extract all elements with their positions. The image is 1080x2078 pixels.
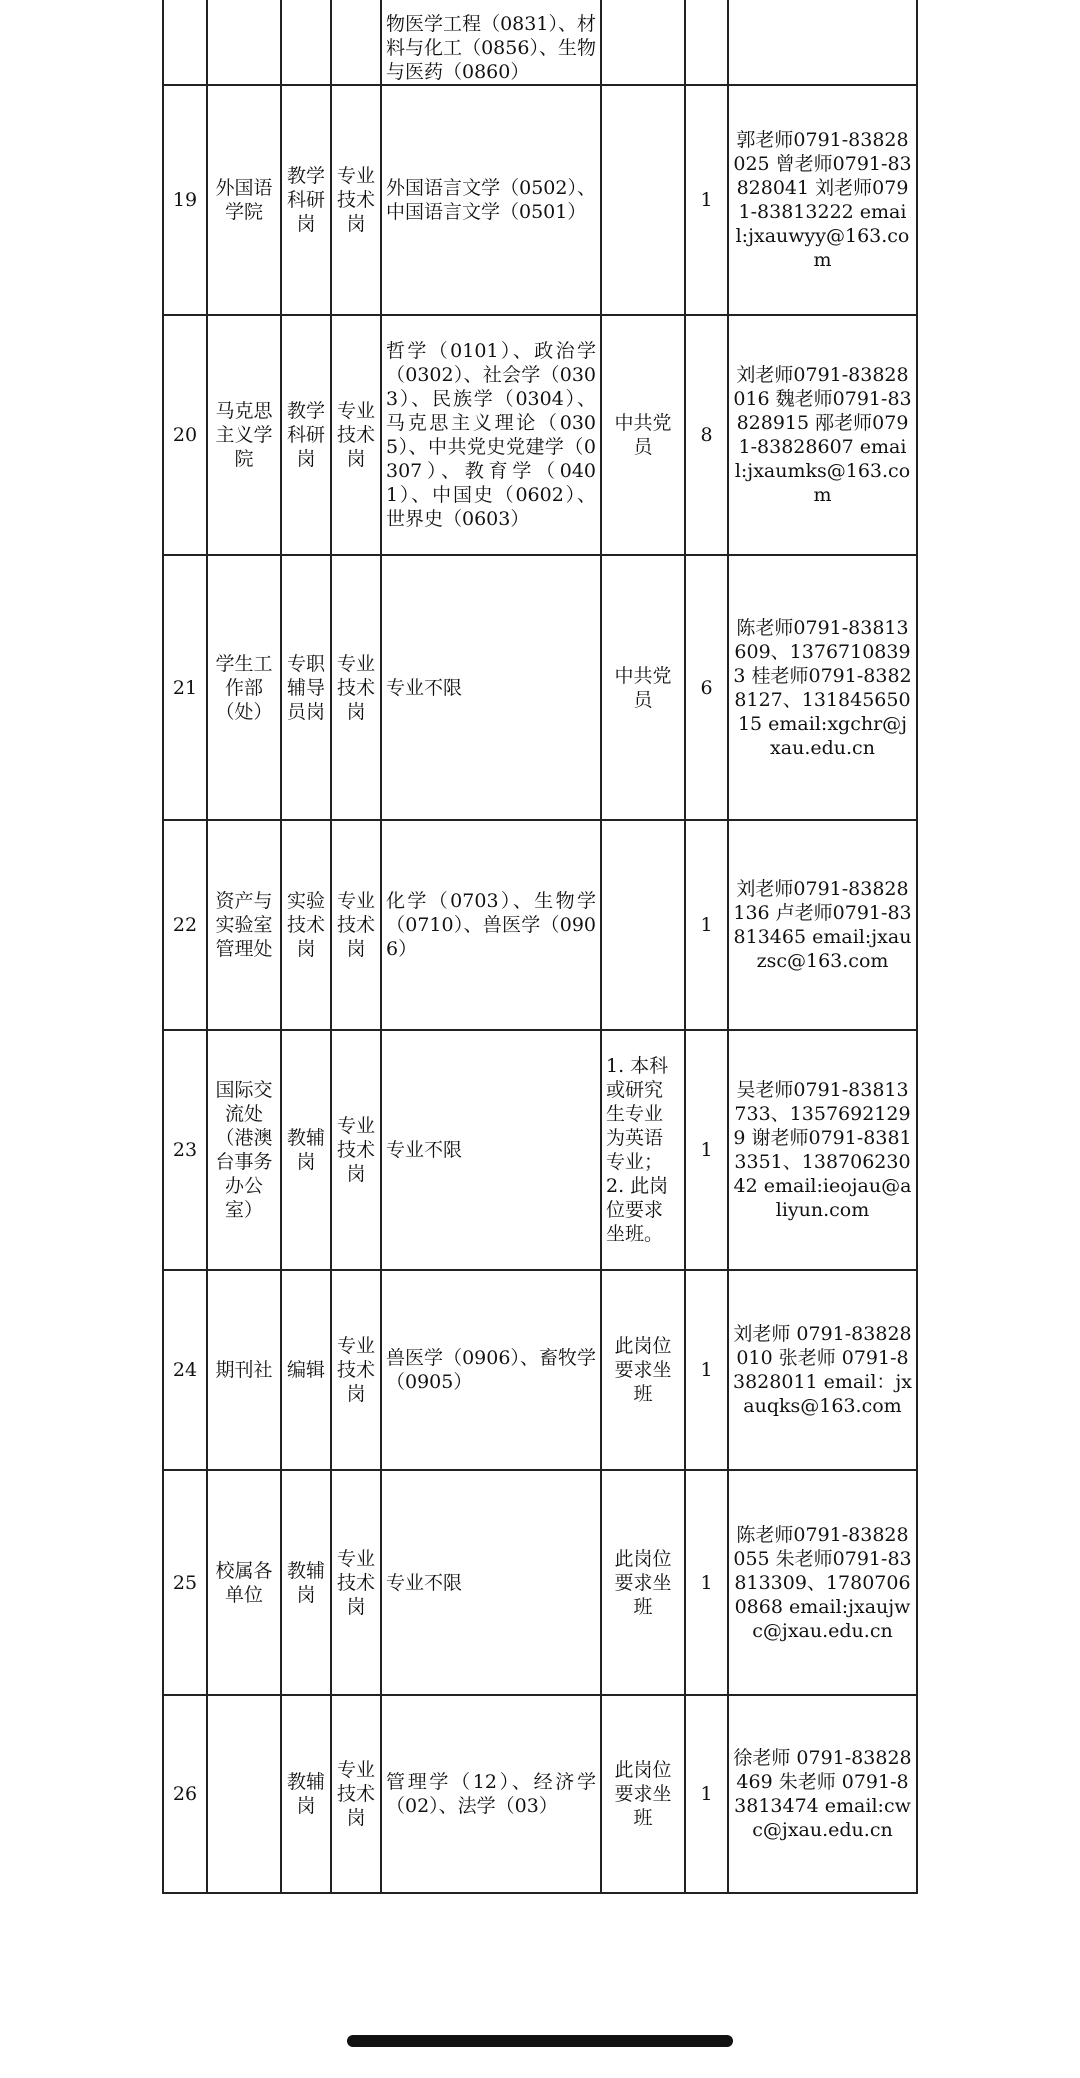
count-cell: 1	[685, 1030, 728, 1270]
row-number: 25	[163, 1470, 207, 1695]
row-number: 24	[163, 1270, 207, 1470]
unit-cell: 资产与实验室管理处	[207, 820, 281, 1030]
recruitment-table	[162, 0, 918, 1894]
table-row	[163, 1030, 917, 1270]
unit-cell	[207, 0, 281, 85]
row-number: 26	[163, 1695, 207, 1893]
post-type-cell: 实验技术岗	[281, 820, 331, 1030]
major-cell: 物医学工程（0831）、材料与化工（0856）、生物与医药（0860）	[381, 0, 601, 85]
post-type-cell: 教辅岗	[281, 1695, 331, 1893]
count-cell: 1	[685, 820, 728, 1030]
requirement-cell	[601, 0, 685, 85]
post-type-cell: 专职辅导员岗	[281, 555, 331, 820]
major-cell: 管理学（12）、经济学（02）、法学（03）	[381, 1695, 601, 1893]
contact-cell: 陈老师0791-83813609、13767108393 桂老师0791-83828127、13184565015 email:xgchr@jxau.edu.cn	[728, 555, 917, 820]
contact-cell: 吴老师0791-83813733、13576921299 谢老师0791-83813351、13870623042 email:ieojau@aliyun.com	[728, 1030, 917, 1270]
row-number	[163, 0, 207, 85]
major-cell: 专业不限	[381, 1470, 601, 1695]
post-type-cell: 教辅岗	[281, 1030, 331, 1270]
major-cell: 兽医学（0906）、畜牧学（0905）	[381, 1270, 601, 1470]
count-cell: 8	[685, 315, 728, 555]
unit-cell: 外国语学院	[207, 85, 281, 315]
contact-cell: 刘老师0791-83828136 卢老师0791-83813465 email:jxauzsc@163.com	[728, 820, 917, 1030]
requirement-cell: 此岗位要求坐班	[601, 1270, 685, 1470]
row-number: 19	[163, 85, 207, 315]
table-row	[163, 820, 917, 1030]
contact-cell: 徐老师 0791-83828469 朱老师 0791-83813474 email:cwc@jxau.edu.cn	[728, 1695, 917, 1893]
unit-cell: 学生工作部（处）	[207, 555, 281, 820]
row-number: 20	[163, 315, 207, 555]
major-cell: 外国语言文学（0502）、中国语言文学（0501）	[381, 85, 601, 315]
contact-cell: 陈老师0791-83828055 朱老师0791-83813309、17807060868 email:jxaujwc@jxau.edu.cn	[728, 1470, 917, 1695]
home-indicator[interactable]	[347, 2035, 733, 2047]
count-cell: 6	[685, 555, 728, 820]
post-category-cell: 专业技术岗	[331, 1030, 381, 1270]
major-cell: 专业不限	[381, 555, 601, 820]
requirement-cell: 中共党员	[601, 315, 685, 555]
table-row	[163, 85, 917, 315]
contact-cell: 刘老师 0791-83828010 张老师 0791-83828011 email：jxauqks@163.com	[728, 1270, 917, 1470]
unit-cell: 期刊社	[207, 1270, 281, 1470]
post-category-cell: 专业技术岗	[331, 1695, 381, 1893]
table-row	[163, 555, 917, 820]
row-number: 22	[163, 820, 207, 1030]
contact-cell: 郭老师0791-83828025 曾老师0791-83828041 刘老师0791-83813222 email:jxauwyy@163.com	[728, 85, 917, 315]
contact-cell	[728, 0, 917, 85]
table-row	[163, 1695, 917, 1893]
requirement-cell	[601, 820, 685, 1030]
table-row	[163, 315, 917, 555]
post-category-cell: 专业技术岗	[331, 555, 381, 820]
unit-cell: 国际交流处（港澳台事务办公室）	[207, 1030, 281, 1270]
count-cell: 1	[685, 1270, 728, 1470]
unit-cell: 马克思主义学院	[207, 315, 281, 555]
unit-cell	[207, 1695, 281, 1893]
count-cell: 1	[685, 1470, 728, 1695]
post-type-cell: 教辅岗	[281, 1470, 331, 1695]
major-cell: 专业不限	[381, 1030, 601, 1270]
table-row	[163, 1270, 917, 1470]
major-cell: 哲学（0101）、政治学（0302）、社会学（0303）、民族学（0304）、马克思主义理论（0305）、中共党史党建学（0307）、教育学（0401）、中国史（0602）、世界史（0603）	[381, 315, 601, 555]
post-category-cell: 专业技术岗	[331, 820, 381, 1030]
post-type-cell	[281, 0, 331, 85]
contact-cell: 刘老师0791-83828016 魏老师0791-83828915 邴老师0791-83828607 email:jxaumks@163.com	[728, 315, 917, 555]
post-category-cell: 专业技术岗	[331, 1270, 381, 1470]
post-type-cell: 教学科研岗	[281, 85, 331, 315]
post-type-cell: 编辑	[281, 1270, 331, 1470]
row-number: 21	[163, 555, 207, 820]
row-number: 23	[163, 1030, 207, 1270]
post-category-cell: 专业技术岗	[331, 85, 381, 315]
table-row	[163, 1470, 917, 1695]
table-row	[163, 0, 917, 85]
count-cell: 1	[685, 85, 728, 315]
post-category-cell: 专业技术岗	[331, 1470, 381, 1695]
requirement-cell: 中共党员	[601, 555, 685, 820]
requirement-cell: 1. 本科或研究生专业为英语专业；2. 此岗位要求坐班。	[601, 1030, 685, 1270]
count-cell: 1	[685, 1695, 728, 1893]
major-cell: 化学（0703）、生物学（0710）、兽医学（0906）	[381, 820, 601, 1030]
requirement-cell: 此岗位要求坐班	[601, 1470, 685, 1695]
requirement-cell	[601, 85, 685, 315]
unit-cell: 校属各单位	[207, 1470, 281, 1695]
post-category-cell	[331, 0, 381, 85]
post-type-cell: 教学科研岗	[281, 315, 331, 555]
requirement-cell: 此岗位要求坐班	[601, 1695, 685, 1893]
count-cell	[685, 0, 728, 85]
post-category-cell: 专业技术岗	[331, 315, 381, 555]
